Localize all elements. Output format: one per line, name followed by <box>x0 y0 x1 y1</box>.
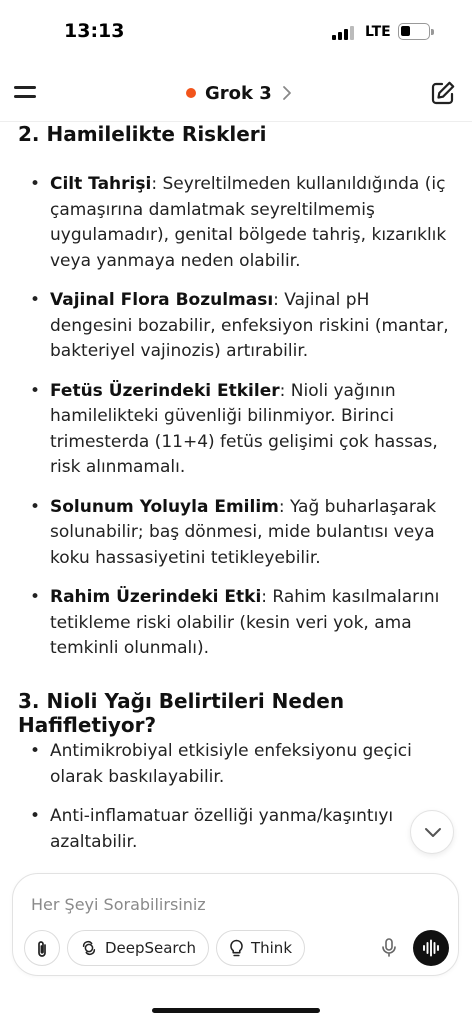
list-item-title: Solunum Yoluyla Emilim <box>50 496 279 517</box>
section-heading-risks: 2. Hamilelikte Riskleri <box>18 122 267 146</box>
lightbulb-icon <box>229 938 244 958</box>
model-selector[interactable] <box>186 80 292 106</box>
chevron-right-icon <box>282 85 292 101</box>
bullet-dot: • <box>30 380 41 401</box>
list-item <box>26 495 456 572</box>
signal-icon <box>332 26 354 40</box>
battery-icon <box>398 23 430 40</box>
list-item <box>26 804 456 855</box>
deepsearch-button[interactable] <box>67 930 209 966</box>
bullet-dot: • <box>30 587 41 607</box>
list-item-title: Rahim Üzerindeki Etki <box>50 587 262 607</box>
chat-content[interactable] <box>0 122 472 872</box>
paperclip-icon <box>35 939 49 959</box>
status-time: 13:13 <box>64 20 125 42</box>
list-item-text: : Seyreltilmeden kullanıldığında (iç çamaşırına damlatmak seyreltilmemiş uygulamadır), genital bölgede tahriş, kızarıklık veya yanmaya neden olabilir. <box>50 174 447 271</box>
list-item-text: : Vajinal pH dengesini bozabilir, enfeksiyon riskini (mantar, bakteriyel vajinozis) artırabilir. <box>50 290 449 361</box>
network-label: LTE <box>365 24 391 40</box>
voice-mode-button[interactable] <box>413 930 449 966</box>
section-heading-why: 3. Nioli Yağı Belirtileri Neden Hafifletiyor? <box>18 689 345 737</box>
deepsearch-icon <box>80 938 98 958</box>
list-item <box>26 585 456 662</box>
think-label: Think <box>250 939 292 957</box>
bullet-dot: • <box>30 174 41 194</box>
menu-icon[interactable] <box>14 82 38 102</box>
composer <box>12 873 459 976</box>
home-indicator <box>152 1008 320 1013</box>
list-item <box>26 172 456 274</box>
attach-button[interactable] <box>24 930 60 966</box>
list-item <box>26 739 456 790</box>
status-bar <box>0 0 472 62</box>
model-name: Grok 3 <box>205 82 272 104</box>
list-item-text: Anti-inflamatuar özelliği yanma/kaşıntıyı azaltabilir. <box>50 806 394 852</box>
list-item-text: : Rahim kasılmalarını tetikleme riski olabilir (kesin veri yok, ama temkinli olunmalı). <box>50 587 440 658</box>
battery-tip <box>431 29 434 35</box>
list-item-title: Cilt Tahrişi <box>50 174 152 194</box>
edit-icon[interactable] <box>430 80 456 106</box>
bullet-dot: • <box>30 806 41 826</box>
model-status-dot <box>186 88 196 98</box>
risks-list <box>26 172 456 662</box>
voice-waveform-icon <box>422 939 440 957</box>
scroll-down-button[interactable] <box>410 810 454 854</box>
think-button[interactable] <box>216 930 305 966</box>
list-item-text: Antimikrobiyal etkisiyle enfeksiyonu geçici olarak baskılayabilir. <box>50 741 412 787</box>
bullet-dot: • <box>30 496 41 517</box>
message-input[interactable] <box>31 892 431 916</box>
nav-bar <box>0 62 472 122</box>
list-item <box>26 288 456 365</box>
chevron-down-icon <box>423 825 443 839</box>
list-item <box>26 379 456 481</box>
deepsearch-label: DeepSearch <box>104 939 196 957</box>
list-item-text: : Yağ buharlaşarak solunabilir; baş dönmesi, mide bulantısı veya koku hassasiyetini tetikleyebilir. <box>50 496 437 568</box>
list-item-title: Vajinal Flora Bozulması <box>50 290 274 310</box>
bullet-dot: • <box>30 741 41 761</box>
why-list <box>26 739 456 855</box>
battery-level <box>401 26 410 36</box>
microphone-icon[interactable] <box>381 938 397 958</box>
list-item-title: Fetüs Üzerindeki Etkiler <box>50 380 280 401</box>
list-item-text: : Nioli yağının hamilelikteki güvenliği bilinmiyor. Birinci trimesterda (11+4) fetüs gelişimi çok hassas, risk alınmamalı. <box>50 380 438 477</box>
bullet-dot: • <box>30 290 41 310</box>
